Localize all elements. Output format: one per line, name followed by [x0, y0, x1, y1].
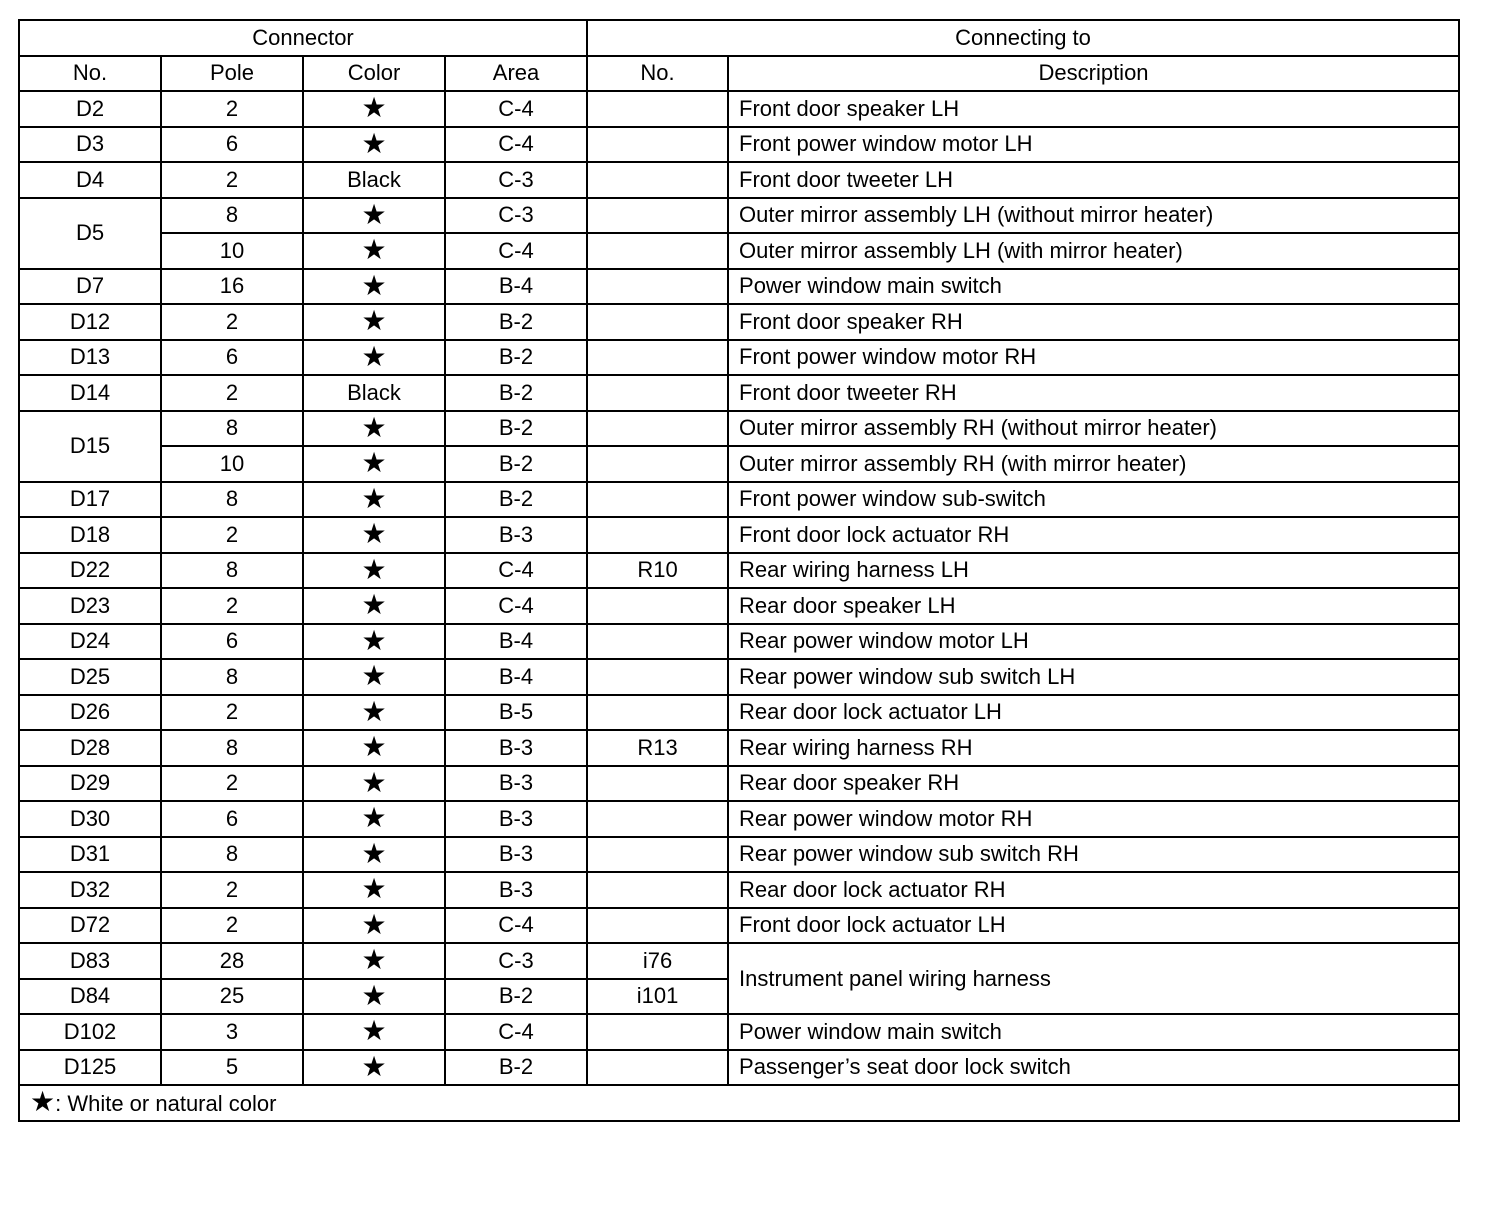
header-pole: Pole [161, 56, 303, 92]
area: B-4 [445, 269, 587, 305]
connecting-to-no [587, 872, 728, 908]
table-body [19, 91, 1459, 1085]
connector-no: D14 [19, 375, 161, 411]
table-row [19, 872, 1459, 908]
description: Front door speaker LH [728, 91, 1459, 127]
table-row [19, 766, 1459, 802]
star-icon: ★ [361, 340, 387, 372]
color: Black [303, 375, 445, 411]
color [303, 411, 445, 447]
description: Outer mirror assembly LH (without mirror heater) [728, 198, 1459, 234]
color [303, 695, 445, 731]
table-row [19, 517, 1459, 553]
color [303, 908, 445, 944]
color [303, 482, 445, 518]
connector-no: D25 [19, 659, 161, 695]
header-no: No. [19, 56, 161, 92]
connector-no: D32 [19, 872, 161, 908]
pole: 28 [161, 943, 303, 979]
table-row [19, 695, 1459, 731]
table-row [19, 162, 1459, 198]
table-row [19, 446, 1459, 482]
header-to-no: No. [587, 56, 728, 92]
star-icon: ★ [361, 589, 387, 621]
group-header-row [19, 20, 1459, 56]
connecting-to-no [587, 162, 728, 198]
description: Rear wiring harness RH [728, 730, 1459, 766]
table-row [19, 908, 1459, 944]
table-row [19, 837, 1459, 873]
area: B-3 [445, 801, 587, 837]
connector-no: D4 [19, 162, 161, 198]
connector-no: D28 [19, 730, 161, 766]
pole: 25 [161, 979, 303, 1015]
connector-no: D29 [19, 766, 161, 802]
table-row [19, 127, 1459, 163]
star-icon: ★ [361, 198, 387, 230]
pole: 6 [161, 340, 303, 376]
connector-no: D7 [19, 269, 161, 305]
color [303, 198, 445, 234]
area: C-3 [445, 198, 587, 234]
description: Instrument panel wiring harness [728, 943, 1459, 1014]
connecting-to-no [587, 801, 728, 837]
connecting-to-no [587, 695, 728, 731]
description: Front door tweeter LH [728, 162, 1459, 198]
connecting-to-no [587, 517, 728, 553]
description: Outer mirror assembly LH (with mirror heater) [728, 233, 1459, 269]
star-icon: ★ [361, 766, 387, 798]
connecting-to-no [587, 1014, 728, 1050]
description: Rear wiring harness LH [728, 553, 1459, 589]
star-icon: ★ [361, 1050, 387, 1082]
area: B-2 [445, 304, 587, 340]
area: C-4 [445, 91, 587, 127]
connector-no: D12 [19, 304, 161, 340]
star-icon: ★ [361, 979, 387, 1011]
pole: 8 [161, 411, 303, 447]
description: Outer mirror assembly RH (with mirror heater) [728, 446, 1459, 482]
star-icon: ★ [361, 234, 387, 266]
color [303, 517, 445, 553]
star-icon: ★ [361, 1015, 387, 1047]
pole: 2 [161, 162, 303, 198]
connector-no: D13 [19, 340, 161, 376]
table-row [19, 269, 1459, 305]
color [303, 446, 445, 482]
pole: 2 [161, 304, 303, 340]
pole: 8 [161, 837, 303, 873]
connector-no: D72 [19, 908, 161, 944]
connector-no: D17 [19, 482, 161, 518]
area: C-4 [445, 1014, 587, 1050]
star-icon: ★ [361, 908, 387, 940]
area: C-3 [445, 162, 587, 198]
connector-no: D31 [19, 837, 161, 873]
star-icon: ★ [361, 127, 387, 159]
pole: 3 [161, 1014, 303, 1050]
color [303, 659, 445, 695]
area: C-3 [445, 943, 587, 979]
description: Front door lock actuator LH [728, 908, 1459, 944]
star-icon: ★ [361, 944, 387, 976]
header-color: Color [303, 56, 445, 92]
description: Rear power window motor RH [728, 801, 1459, 837]
star-icon: ★ [361, 553, 387, 585]
pole: 8 [161, 553, 303, 589]
description: Rear door speaker LH [728, 588, 1459, 624]
header-description: Description [728, 56, 1459, 92]
star-icon: ★ [361, 411, 387, 443]
connecting-to-no [587, 837, 728, 873]
color [303, 1050, 445, 1086]
color [303, 233, 445, 269]
pole: 2 [161, 517, 303, 553]
connecting-to-no [587, 411, 728, 447]
area: B-3 [445, 837, 587, 873]
area: C-4 [445, 588, 587, 624]
description: Outer mirror assembly RH (without mirror heater) [728, 411, 1459, 447]
area: B-3 [445, 730, 587, 766]
pole: 5 [161, 1050, 303, 1086]
star-icon: ★ [361, 660, 387, 692]
color [303, 127, 445, 163]
star-icon: ★ [361, 837, 387, 869]
star-icon: ★ [361, 624, 387, 656]
header-connecting-to: Connecting to [587, 20, 1459, 56]
connecting-to-no [587, 908, 728, 944]
table-row [19, 233, 1459, 269]
connector-no: D18 [19, 517, 161, 553]
description: Front power window motor RH [728, 340, 1459, 376]
connecting-to-no [587, 127, 728, 163]
connecting-to-no [587, 482, 728, 518]
table-row [19, 1014, 1459, 1050]
area: B-3 [445, 517, 587, 553]
description: Rear door speaker RH [728, 766, 1459, 802]
color [303, 553, 445, 589]
pole: 16 [161, 269, 303, 305]
pole: 8 [161, 659, 303, 695]
area: B-2 [445, 1050, 587, 1086]
description: Passenger’s seat door lock switch [728, 1050, 1459, 1086]
table-row [19, 943, 1459, 979]
connector-table-wrapper [18, 19, 1458, 1122]
color [303, 801, 445, 837]
description: Rear power window motor LH [728, 624, 1459, 660]
connecting-to-no [587, 624, 728, 660]
color [303, 269, 445, 305]
color [303, 588, 445, 624]
connecting-to-no [587, 269, 728, 305]
table-row [19, 553, 1459, 589]
header-area: Area [445, 56, 587, 92]
connector-no: D24 [19, 624, 161, 660]
area: C-4 [445, 908, 587, 944]
description: Front power window motor LH [728, 127, 1459, 163]
connecting-to-no: i76 [587, 943, 728, 979]
area: B-5 [445, 695, 587, 731]
color [303, 979, 445, 1015]
star-icon: ★ [30, 1086, 56, 1118]
legend [19, 1085, 1459, 1121]
pole: 10 [161, 446, 303, 482]
description: Front door lock actuator RH [728, 517, 1459, 553]
table-row [19, 624, 1459, 660]
description: Rear power window sub switch LH [728, 659, 1459, 695]
connecting-to-no [587, 446, 728, 482]
connector-no: D84 [19, 979, 161, 1015]
area: B-2 [445, 375, 587, 411]
connecting-to-no [587, 91, 728, 127]
color [303, 766, 445, 802]
color [303, 1014, 445, 1050]
color: Black [303, 162, 445, 198]
description: Front door tweeter RH [728, 375, 1459, 411]
connecting-to-no [587, 198, 728, 234]
pole: 2 [161, 695, 303, 731]
table-row [19, 482, 1459, 518]
connecting-to-no [587, 659, 728, 695]
description: Rear door lock actuator RH [728, 872, 1459, 908]
connecting-to-no [587, 304, 728, 340]
pole: 8 [161, 730, 303, 766]
connecting-to-no [587, 233, 728, 269]
color [303, 943, 445, 979]
pole: 2 [161, 872, 303, 908]
area: C-4 [445, 553, 587, 589]
table-row [19, 411, 1459, 447]
area: B-2 [445, 340, 587, 376]
star-icon: ★ [361, 482, 387, 514]
pole: 6 [161, 624, 303, 660]
color [303, 624, 445, 660]
star-icon: ★ [361, 802, 387, 834]
table-row [19, 588, 1459, 624]
connecting-to-no [587, 588, 728, 624]
color [303, 340, 445, 376]
connecting-to-no [587, 375, 728, 411]
connecting-to-no: i101 [587, 979, 728, 1015]
column-header-row [19, 56, 1459, 92]
pole: 8 [161, 198, 303, 234]
connector-no: D15 [19, 411, 161, 482]
table-row [19, 1050, 1459, 1086]
star-icon: ★ [361, 731, 387, 763]
connecting-to-no [587, 340, 728, 376]
legend-text: : White or natural color [55, 1091, 277, 1117]
pole: 8 [161, 482, 303, 518]
area: B-2 [445, 411, 587, 447]
description: Rear power window sub switch RH [728, 837, 1459, 873]
description: Front power window sub-switch [728, 482, 1459, 518]
connector-no: D125 [19, 1050, 161, 1086]
star-icon: ★ [361, 92, 387, 124]
area: B-2 [445, 482, 587, 518]
header-connector: Connector [19, 20, 587, 56]
description: Power window main switch [728, 1014, 1459, 1050]
pole: 6 [161, 127, 303, 163]
legend-row [19, 1085, 1459, 1121]
color [303, 730, 445, 766]
table-row [19, 659, 1459, 695]
table-row [19, 198, 1459, 234]
connector-no: D26 [19, 695, 161, 731]
area: C-4 [445, 127, 587, 163]
pole: 2 [161, 91, 303, 127]
table-row [19, 304, 1459, 340]
pole: 2 [161, 588, 303, 624]
table-row [19, 730, 1459, 766]
color [303, 872, 445, 908]
connector-table [18, 19, 1460, 1122]
pole: 2 [161, 375, 303, 411]
connecting-to-no: R10 [587, 553, 728, 589]
pole: 2 [161, 908, 303, 944]
table-row [19, 340, 1459, 376]
area: B-4 [445, 659, 587, 695]
star-icon: ★ [361, 873, 387, 905]
connector-no: D23 [19, 588, 161, 624]
connector-no: D2 [19, 91, 161, 127]
star-icon: ★ [361, 518, 387, 550]
star-icon: ★ [361, 695, 387, 727]
description: Front door speaker RH [728, 304, 1459, 340]
connecting-to-no [587, 1050, 728, 1086]
area: B-4 [445, 624, 587, 660]
pole: 6 [161, 801, 303, 837]
connector-no: D22 [19, 553, 161, 589]
color [303, 91, 445, 127]
connector-no: D3 [19, 127, 161, 163]
table-row [19, 801, 1459, 837]
pole: 10 [161, 233, 303, 269]
color [303, 837, 445, 873]
connector-no: D30 [19, 801, 161, 837]
connecting-to-no: R13 [587, 730, 728, 766]
connector-no: D102 [19, 1014, 161, 1050]
table-row [19, 375, 1459, 411]
description: Power window main switch [728, 269, 1459, 305]
area: B-2 [445, 446, 587, 482]
star-icon: ★ [361, 447, 387, 479]
area: B-3 [445, 766, 587, 802]
star-icon: ★ [361, 269, 387, 301]
connector-no: D83 [19, 943, 161, 979]
area: C-4 [445, 233, 587, 269]
table-row [19, 91, 1459, 127]
connector-no: D5 [19, 198, 161, 269]
area: B-2 [445, 979, 587, 1015]
color [303, 304, 445, 340]
area: B-3 [445, 872, 587, 908]
pole: 2 [161, 766, 303, 802]
description: Rear door lock actuator LH [728, 695, 1459, 731]
star-icon: ★ [361, 305, 387, 337]
connecting-to-no [587, 766, 728, 802]
